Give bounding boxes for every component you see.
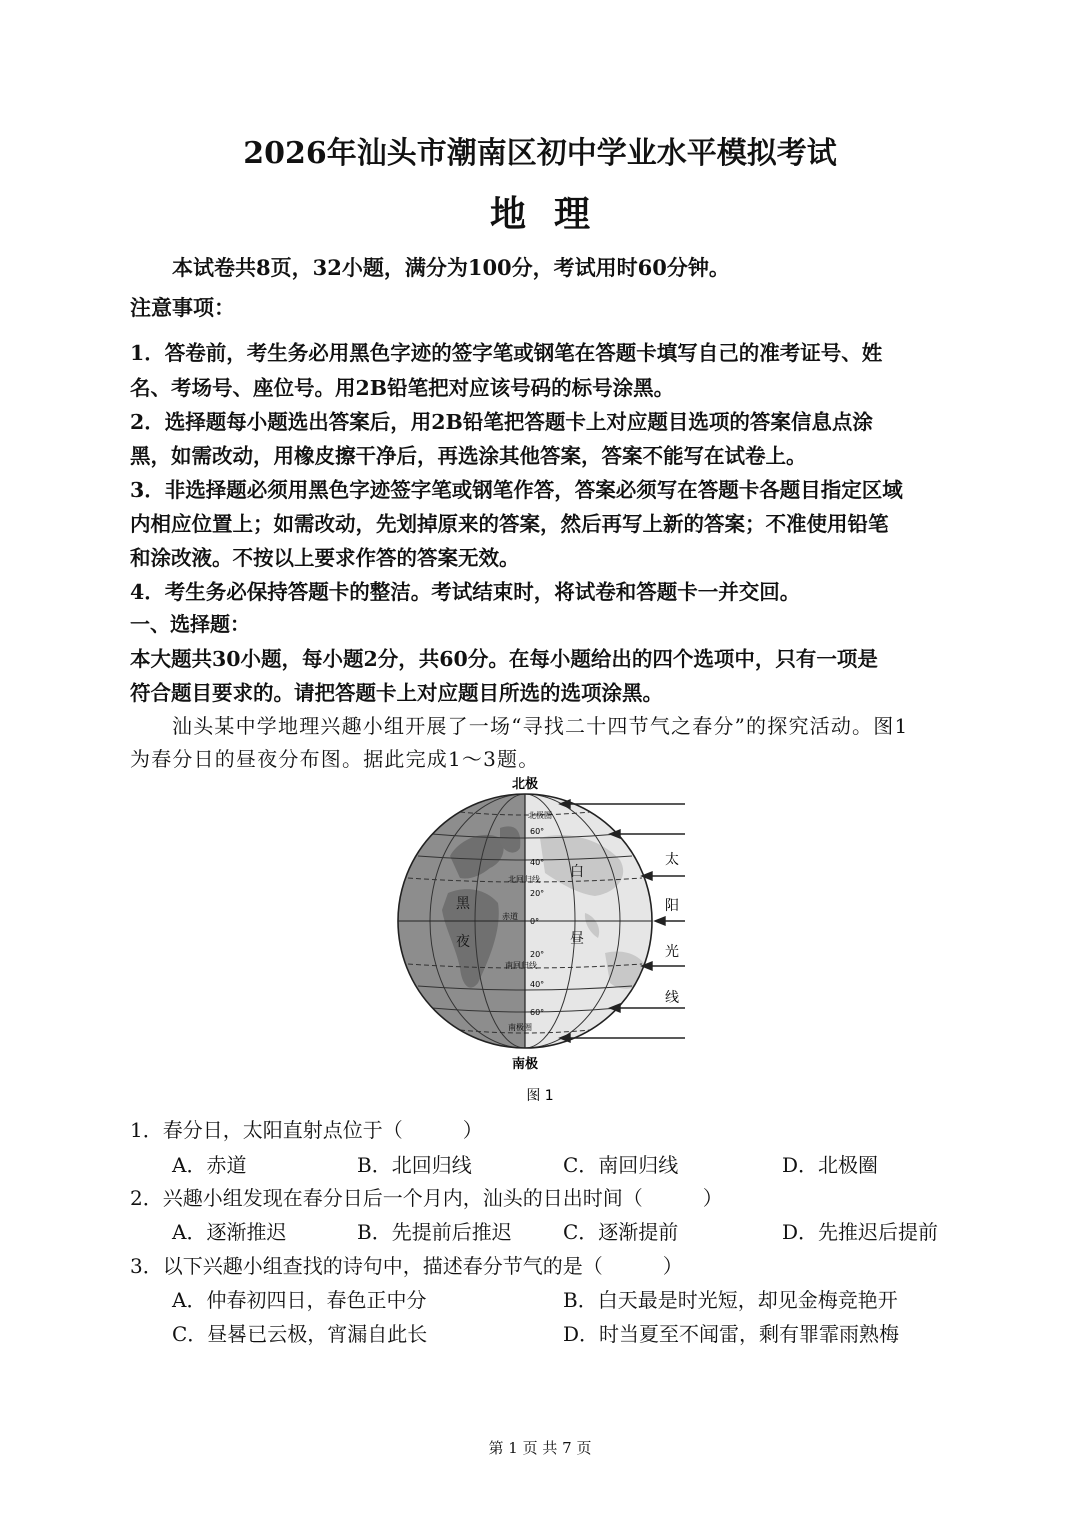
lat-20s-label: 20° — [530, 950, 545, 959]
note-line: 2．选择题每小题选出答案后，用2B铅笔把答题卡上对应题目选项的答案信息点涂 — [130, 410, 873, 434]
section-desc-line: 本大题共30小题，每小题2分，共60分。在每小题给出的四个选项中，只有一项是 — [130, 647, 878, 671]
day-label-2: 昼 — [570, 931, 584, 947]
lat-60s-label: 60° — [530, 1008, 545, 1017]
question-option: C．昼晷已云极，宵漏自此长 — [172, 1322, 428, 1346]
day-label-1: 白 — [570, 864, 584, 880]
sunlight-label-4: 线 — [665, 990, 679, 1006]
night-label-2: 夜 — [456, 934, 470, 950]
passage-line: 汕头某中学地理兴趣小组开展了一场“寻找二十四节气之春分”的探究活动。图1 — [172, 714, 909, 738]
question-stem: 2．兴趣小组发现在春分日后一个月内，汕头的日出时间（ ） — [130, 1186, 723, 1210]
note-line: 黑，如需改动，用橡皮擦干净后，再选涂其他答案，答案不能写在试卷上。 — [130, 444, 807, 468]
north-pole-label: 北极 — [511, 777, 539, 792]
lat-40s-label: 40° — [530, 980, 545, 989]
question-option: A．逐渐推迟 — [172, 1220, 287, 1244]
figure-caption: 图 1 — [526, 1088, 554, 1104]
question-option: B．先提前后推迟 — [357, 1220, 512, 1244]
question-option: D．先推迟后提前 — [782, 1220, 939, 1244]
figure-day-night-map — [390, 768, 700, 1108]
note-line: 名、考场号、座位号。用2B铅笔把对应该号码的标号涂黑。 — [130, 376, 675, 400]
note-line: 内相应位置上；如需改动，先划掉原来的答案，然后再写上新的答案；不准使用铅笔 — [130, 512, 889, 536]
question-option: C．南回归线 — [563, 1153, 679, 1177]
exam-intro: 本试卷共8页，32小题，满分为100分，考试用时60分钟。 — [172, 255, 730, 280]
note-line: 和涂改液。不按以上要求作答的答案无效。 — [130, 546, 520, 570]
equator-label: 赤道 — [502, 912, 518, 921]
night-label-1: 黑 — [456, 896, 470, 912]
question-option: D．时当夏至不闻雷，剩有罪霏雨熟梅 — [563, 1322, 900, 1346]
question-option: C．逐渐提前 — [563, 1220, 679, 1244]
question-option: D．北极圈 — [782, 1153, 879, 1177]
globe-diagram — [390, 768, 700, 1108]
passage-line: 为春分日的昼夜分布图。据此完成1～3题。 — [130, 747, 540, 771]
subject-title: 地理 — [489, 193, 618, 235]
lat-20n-label: 20° — [530, 889, 545, 898]
note-line: 4．考生务必保持答题卡的整洁。考试结束时，将试卷和答题卡一并交回。 — [130, 580, 801, 604]
lat-60n-label: 60° — [530, 827, 545, 836]
sunlight-label-1: 太 — [665, 852, 679, 868]
question-option: A．赤道 — [172, 1153, 247, 1177]
lat-40n-label: 40° — [530, 858, 545, 867]
lat-0-label: 0° — [530, 917, 540, 926]
tropic-capricorn-label: 南回归线 — [505, 961, 537, 970]
question-option: B．白天最是时光短，却见金梅竞艳开 — [563, 1288, 898, 1312]
note-line: 3．非选择题必须用黑色字迹签字笔或钢笔作答，答案必须写在答题卡各题目指定区域 — [130, 478, 903, 502]
exam-title: 2026年汕头市潮南区初中学业水平模拟考试 — [243, 136, 837, 171]
south-pole-label: 南极 — [511, 1057, 539, 1072]
question-option: A．仲春初四日，春色正中分 — [172, 1288, 427, 1312]
question-stem: 3．以下兴趣小组查找的诗句中，描述春分节气的是（ ） — [130, 1254, 683, 1278]
question-option: B．北回归线 — [357, 1153, 472, 1177]
sunlight-label-2: 阳 — [665, 898, 679, 914]
notes-heading: 注意事项： — [130, 295, 235, 320]
section-heading: 一、选择题： — [130, 612, 250, 636]
page-footer: 第 1 页 共 7 页 — [488, 1439, 592, 1457]
tropic-cancer-label: 北回归线 — [508, 875, 540, 884]
antarctic-circle-label: 南极圈 — [508, 1023, 532, 1032]
note-line: 1．答卷前，考生务必用黑色字迹的签字笔或钢笔在答题卡填写自己的准考证号、姓 — [130, 341, 883, 365]
section-desc-line: 符合题目要求的。请把答题卡上对应题目所选的选项涂黑。 — [130, 681, 663, 705]
arctic-circle-label: 北极圈 — [528, 811, 552, 820]
question-stem: 1．春分日，太阳直射点位于（ ） — [130, 1118, 483, 1142]
sunlight-label-3: 光 — [665, 944, 679, 960]
